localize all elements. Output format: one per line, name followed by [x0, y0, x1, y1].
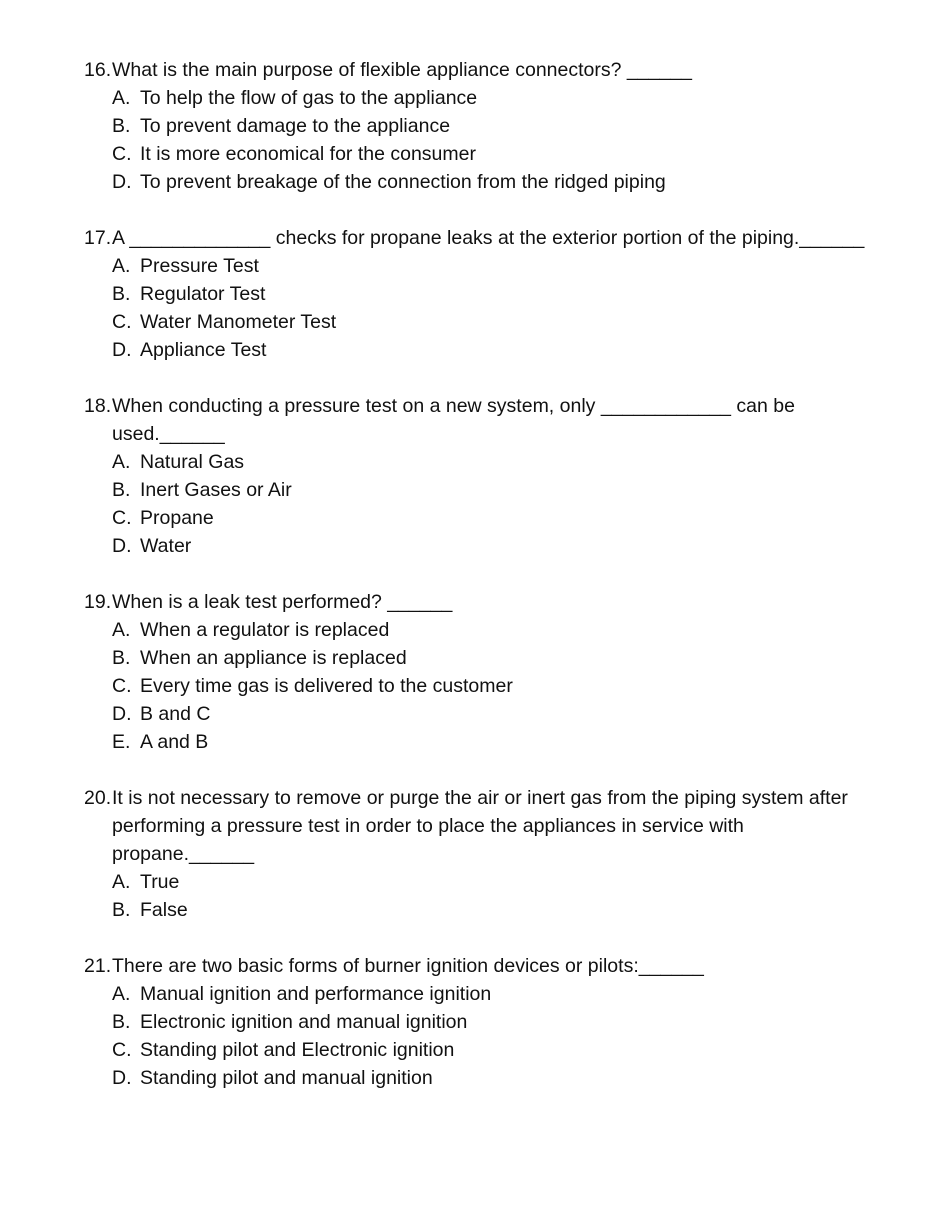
option-letter: D.	[112, 1067, 132, 1089]
answer-option	[112, 616, 884, 644]
quiz-list	[84, 56, 884, 1120]
question-19	[84, 588, 884, 756]
option-letter: D.	[112, 171, 132, 193]
option-letter: D.	[112, 339, 132, 361]
answer-options	[84, 980, 884, 1092]
option-letter: C.	[112, 675, 132, 697]
question-number: 18.	[84, 395, 112, 417]
answer-option	[112, 868, 884, 896]
option-letter: C.	[112, 1039, 132, 1061]
answer-option	[112, 672, 884, 700]
answer-option	[112, 308, 884, 336]
answer-option	[112, 728, 884, 756]
option-letter: B.	[112, 899, 131, 921]
answer-option	[112, 448, 884, 476]
option-text: Propane	[140, 507, 214, 529]
option-text: True	[140, 871, 180, 893]
answer-option	[112, 980, 884, 1008]
question-18	[84, 392, 884, 560]
option-letter: D.	[112, 535, 132, 557]
option-letter: A.	[112, 451, 131, 473]
option-text: When a regulator is replaced	[140, 619, 390, 641]
question-17	[84, 224, 884, 364]
answer-options	[84, 252, 884, 364]
answer-option	[112, 84, 884, 112]
option-text: Regulator Test	[140, 283, 266, 305]
answer-option	[112, 336, 884, 364]
question-text: What is the main purpose of flexible appliance connectors? ______	[112, 59, 692, 81]
option-letter: B.	[112, 115, 131, 137]
option-letter: C.	[112, 507, 132, 529]
answer-options	[84, 84, 884, 196]
answer-options	[84, 448, 884, 560]
question-text: There are two basic forms of burner ignition devices or pilots:______	[112, 955, 704, 977]
option-text: To prevent damage to the appliance	[140, 115, 451, 137]
option-letter: E.	[112, 731, 131, 753]
answer-option	[112, 896, 884, 924]
option-text: Water Manometer Test	[140, 311, 337, 333]
option-text: To prevent breakage of the connection from the ridged piping	[140, 171, 666, 193]
option-letter: A.	[112, 871, 131, 893]
answer-options	[84, 868, 884, 924]
answer-option	[112, 1008, 884, 1036]
option-letter: A.	[112, 255, 131, 277]
question-number: 20.	[84, 787, 112, 809]
option-text: When an appliance is replaced	[140, 647, 407, 669]
answer-option	[112, 1036, 884, 1064]
question-21	[84, 952, 884, 1092]
option-text: Every time gas is delivered to the customer	[140, 675, 513, 697]
option-letter: A.	[112, 87, 131, 109]
option-text: Appliance Test	[140, 339, 267, 361]
option-letter: C.	[112, 311, 132, 333]
question-text: When conducting a pressure test on a new system, only ____________ can be used.______	[112, 395, 795, 445]
question-text: A _____________ checks for propane leaks at the exterior portion of the piping.______	[112, 227, 865, 249]
option-letter: B.	[112, 1011, 131, 1033]
answer-option	[112, 532, 884, 560]
answer-options	[84, 616, 884, 756]
option-text: Natural Gas	[140, 451, 245, 473]
answer-option	[112, 140, 884, 168]
option-text: Standing pilot and Electronic ignition	[140, 1039, 455, 1061]
option-text: It is more economical for the consumer	[140, 143, 476, 165]
option-text: Manual ignition and performance ignition	[140, 983, 492, 1005]
answer-option	[112, 1064, 884, 1092]
question-text: When is a leak test performed? ______	[112, 591, 453, 613]
option-text: Water	[140, 535, 192, 557]
answer-option	[112, 252, 884, 280]
answer-option	[112, 504, 884, 532]
answer-option	[112, 168, 884, 196]
option-text: Electronic ignition and manual ignition	[140, 1011, 468, 1033]
question-number: 16.	[84, 59, 112, 81]
question-16	[84, 56, 884, 196]
answer-option	[112, 700, 884, 728]
option-letter: B.	[112, 479, 131, 501]
option-text: Pressure Test	[140, 255, 259, 277]
option-text: B and C	[140, 703, 211, 725]
option-text: False	[140, 899, 188, 921]
option-letter: C.	[112, 143, 132, 165]
option-text: A and B	[140, 731, 209, 753]
option-letter: A.	[112, 983, 131, 1005]
option-text: Standing pilot and manual ignition	[140, 1067, 433, 1089]
question-number: 17.	[84, 227, 112, 249]
question-number: 19.	[84, 591, 112, 613]
option-letter: B.	[112, 647, 131, 669]
answer-option	[112, 644, 884, 672]
question-text: It is not necessary to remove or purge the air or inert gas from the piping system after performing a pressure test in order to place the appliances in service with propane.______	[112, 787, 848, 865]
answer-option	[112, 280, 884, 308]
question-number: 21.	[84, 955, 112, 977]
option-letter: B.	[112, 283, 131, 305]
option-letter: D.	[112, 703, 132, 725]
answer-option	[112, 476, 884, 504]
option-text: To help the flow of gas to the appliance	[140, 87, 478, 109]
option-text: Inert Gases or Air	[140, 479, 292, 501]
option-letter: A.	[112, 619, 131, 641]
answer-option	[112, 112, 884, 140]
question-20	[84, 784, 884, 924]
